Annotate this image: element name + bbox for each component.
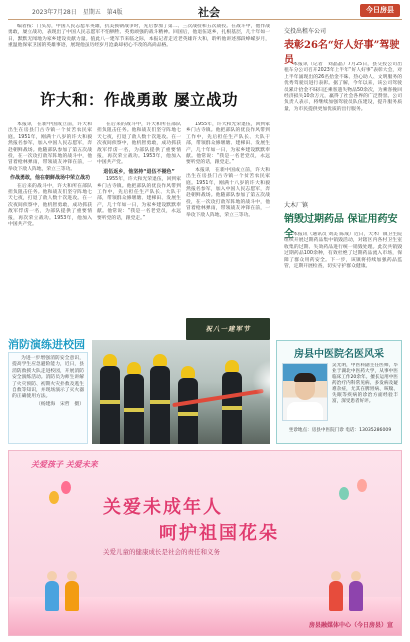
- doctor-profile-box: [276, 340, 402, 444]
- drill-byline: （杨建海 宋哲 摄）: [36, 401, 84, 407]
- ad-signature: 房县融媒体中心（今日房县）宣: [308, 622, 393, 629]
- lead-col2-text: 在后来的战斗中，许大和所在部队担负阻击任务。他和战友们坚守阵地七天七夜，打退了敌人数十次进攻。在一次夜间侦察中，他机智勇敢，成功抓获敌军俘虏一名，为部队提供了重要情报，再次荣立战功。1953年，他加入中国共产党。: [97, 122, 181, 166]
- ad-slogan: 关爱孩子 关爱未来: [31, 460, 98, 469]
- ad-caption: 关爱儿童的健康成长是社会的责任和义务: [103, 548, 220, 556]
- lead-col1-text-b: 在后来的战斗中，许大和所在部队担负阻击任务。他和战友们坚守阵地七天七夜，打退了敌人数十次进攻。在一次夜间侦察中，他机智勇敢，成功抓获敌军俘虏一名，为部队提供了重要情报，再次荣立战功。1953年，他加入中国共产党。: [8, 183, 92, 228]
- masthead: [8, 2, 402, 20]
- ad-headline-2: 呵护祖国花朵: [159, 523, 279, 544]
- child-figure: [65, 581, 79, 611]
- ad-headline-1: 关爱未成年人: [103, 497, 223, 518]
- water-spray: [252, 360, 270, 400]
- story1-body: [284, 62, 402, 196]
- doctor-coat: [287, 402, 323, 420]
- drill-text: 为进一步增强消防安全意识，提高学生应急避险能力，近日，县消防救援大队走进校园，开展消防安全演练活动。消防员为师生讲解了火灾预防、初期火灾扑救及逃生自救等知识，并现场演示了灭火器的正确使用方法。: [12, 356, 84, 400]
- story2-kicker: 大木厂镇: [284, 202, 309, 209]
- lead-col3-text-b: 本报讯 在新中国成立前，许大和出生在房县门古寺镇一个贫苦农民家庭。1951年，刚满十八岁的许大和毅然报名参军，加入中国人民志愿军，奔赴朝鲜战场。他随部队参加了第五次战役，在一次攻打敌军阵地的战斗中，他冒着枪林弹雨，带领战友冲锋在前，一举攻下敌人阵地，荣立三等功。: [186, 167, 270, 218]
- story2-body: [284, 232, 402, 336]
- public-service-ad: [8, 450, 402, 636]
- firefighter-figure: [100, 366, 120, 444]
- doctor-portrait: [282, 363, 328, 421]
- lead-subhead-2: 退伍返乡，他坚持“退伍不褪色”: [103, 168, 175, 175]
- firefighter-figure: [150, 366, 170, 444]
- doctor-contact: 坐诊地点：房县中医院门诊 电话：13035286009: [288, 428, 392, 433]
- lead-col3-text: 1955年，许大和光荣退伍，回到家乡门古寺镇。他把部队的优良作风带到工作中，先后担任生产队长、大队干部，带领群众修堰塘、建梯田、发展生产，几十年如一日，为家乡建设默默奉献。他常说：“我是一名老党员，永远要听党的话，跟党走。”: [186, 122, 270, 166]
- doctor-bio: 吴光明，中医科副主任医师，毕业于湖北中医药大学，从事中医临床工作20余年。擅长运用中医药治疗内科常见病、多发病及疑难杂症，尤其在脾胃病、咳喘、失眠等疾病的诊治方面经验丰富，深受患者好评。: [332, 363, 398, 404]
- balloon-icon: [339, 487, 349, 500]
- firefighter-figure: [222, 372, 242, 444]
- story2-headline: 销毁过期药品 保证用药安全: [284, 214, 398, 240]
- lead-intro-text: 编者按：门头房，中国人民志愿军英雄，抗美援朝战争时，先后参加了第二、三次战役和五次战役。在战斗中，他作战勇敢，屡立战功，表现出了中国人民志愿军不怕牺牲、英勇顽强的战斗精神。回国后，他退伍返乡，扎根基层，几十年如一日，默默无闻地为家乡建设贡献力量。值此八一建军节来临之际，本报记者走近老英雄许大和，聆听他讲述那段峥嵘岁月，重温他保家卫国的英雄事迹，展现他虽历经岁月沧桑却初心不改的高尚品格。: [8, 24, 270, 49]
- child-figure: [349, 581, 363, 611]
- issue-date: 2023年7月28日 星期五 第4版: [32, 9, 123, 16]
- child-figure: [45, 581, 59, 611]
- lead-col1-text: 本报讯 在新中国成立前，许大和出生在房县门古寺镇一个贫苦农民家庭。1951年，刚满十八岁的许大和毅然报名参军，加入中国人民志愿军，奔赴朝鲜战场。他随部队参加了第五次战役，在一次攻打敌军阵地的战斗中，他冒着枪林弹雨，带领战友冲锋在前，一举攻下敌人阵地，荣立三等功。: [8, 122, 92, 172]
- drill-headline: 消防演练进校园: [8, 338, 85, 351]
- child-figure: [329, 581, 343, 611]
- firefighter-figure: [178, 378, 198, 444]
- doctor-box-title: 房县中医院名医风采: [294, 349, 384, 360]
- firefighter-figure: [124, 374, 144, 444]
- story1-text: 本报讯（记者 刘晶晶）7月25日，县交投公司出租车分公司召开2023年上半年“好人好事”表彰大会，对上半年涌现出的26名拾金不昧、热心助人、文明服务的优秀驾驶员进行表彰。据了解，今年以来，该公司驾驶员累计拾金不昧归还乘客遗失物品50余次，为乘客挽回经济损失10余万元，赢得了社会各界的广泛赞誉。公司负责人表示，将继续加强驾驶员队伍建设，提升服务质量，为市民提供更加优质的出行服务。: [284, 62, 402, 112]
- lead-intro: [8, 24, 270, 82]
- newspaper-logo: 今日房县: [360, 4, 400, 17]
- lead-headline: 许大和：作战勇敢 屡立战功: [40, 90, 238, 109]
- story1-headline: 表彰26名“好人好事”驾驶员: [284, 40, 400, 66]
- army-day-stamp: 祝八一建军节: [186, 318, 270, 340]
- balloon-icon: [61, 481, 71, 494]
- story1-kicker: 交投出租车公司: [284, 28, 327, 35]
- lead-column-2: [97, 122, 181, 314]
- drill-caption-box: [8, 352, 88, 444]
- lead-col2-text-b: 1955年，许大和光荣退伍，回到家乡门古寺镇。他把部队的优良作风带到工作中，先后担任生产队长、大队干部，带领群众修堰塘、建梯田、发展生产，几十年如一日，为家乡建设默默奉献。他常说：“我是一名老党员，永远要听党的话，跟党走。”: [97, 177, 181, 221]
- balloon-icon: [357, 479, 367, 492]
- section-title: 社会: [198, 6, 220, 19]
- lead-subhead-1: 作战勇敢，他在朝鲜战场中荣立战功: [9, 175, 90, 182]
- lead-column-3: [186, 122, 270, 314]
- story2-text: 本报讯（通讯员 刘美 陈成）近日，大木厂镇卫生院组织开展过期药品集中销毁活动，对辖区内各村卫生室收集的过期、失效药品进行统一销毁处理。此次共销毁过期药品100余种，有效杜绝了过期药品流入市场，保障了群众用药安全。下一步，该镇将持续加强药品监管，定期开展检查，切实守护群众健康。: [284, 232, 402, 270]
- lead-column-1: [8, 122, 92, 314]
- balloon-icon: [49, 491, 59, 504]
- doctor-hair: [294, 373, 316, 382]
- fire-drill-photo: [92, 340, 270, 444]
